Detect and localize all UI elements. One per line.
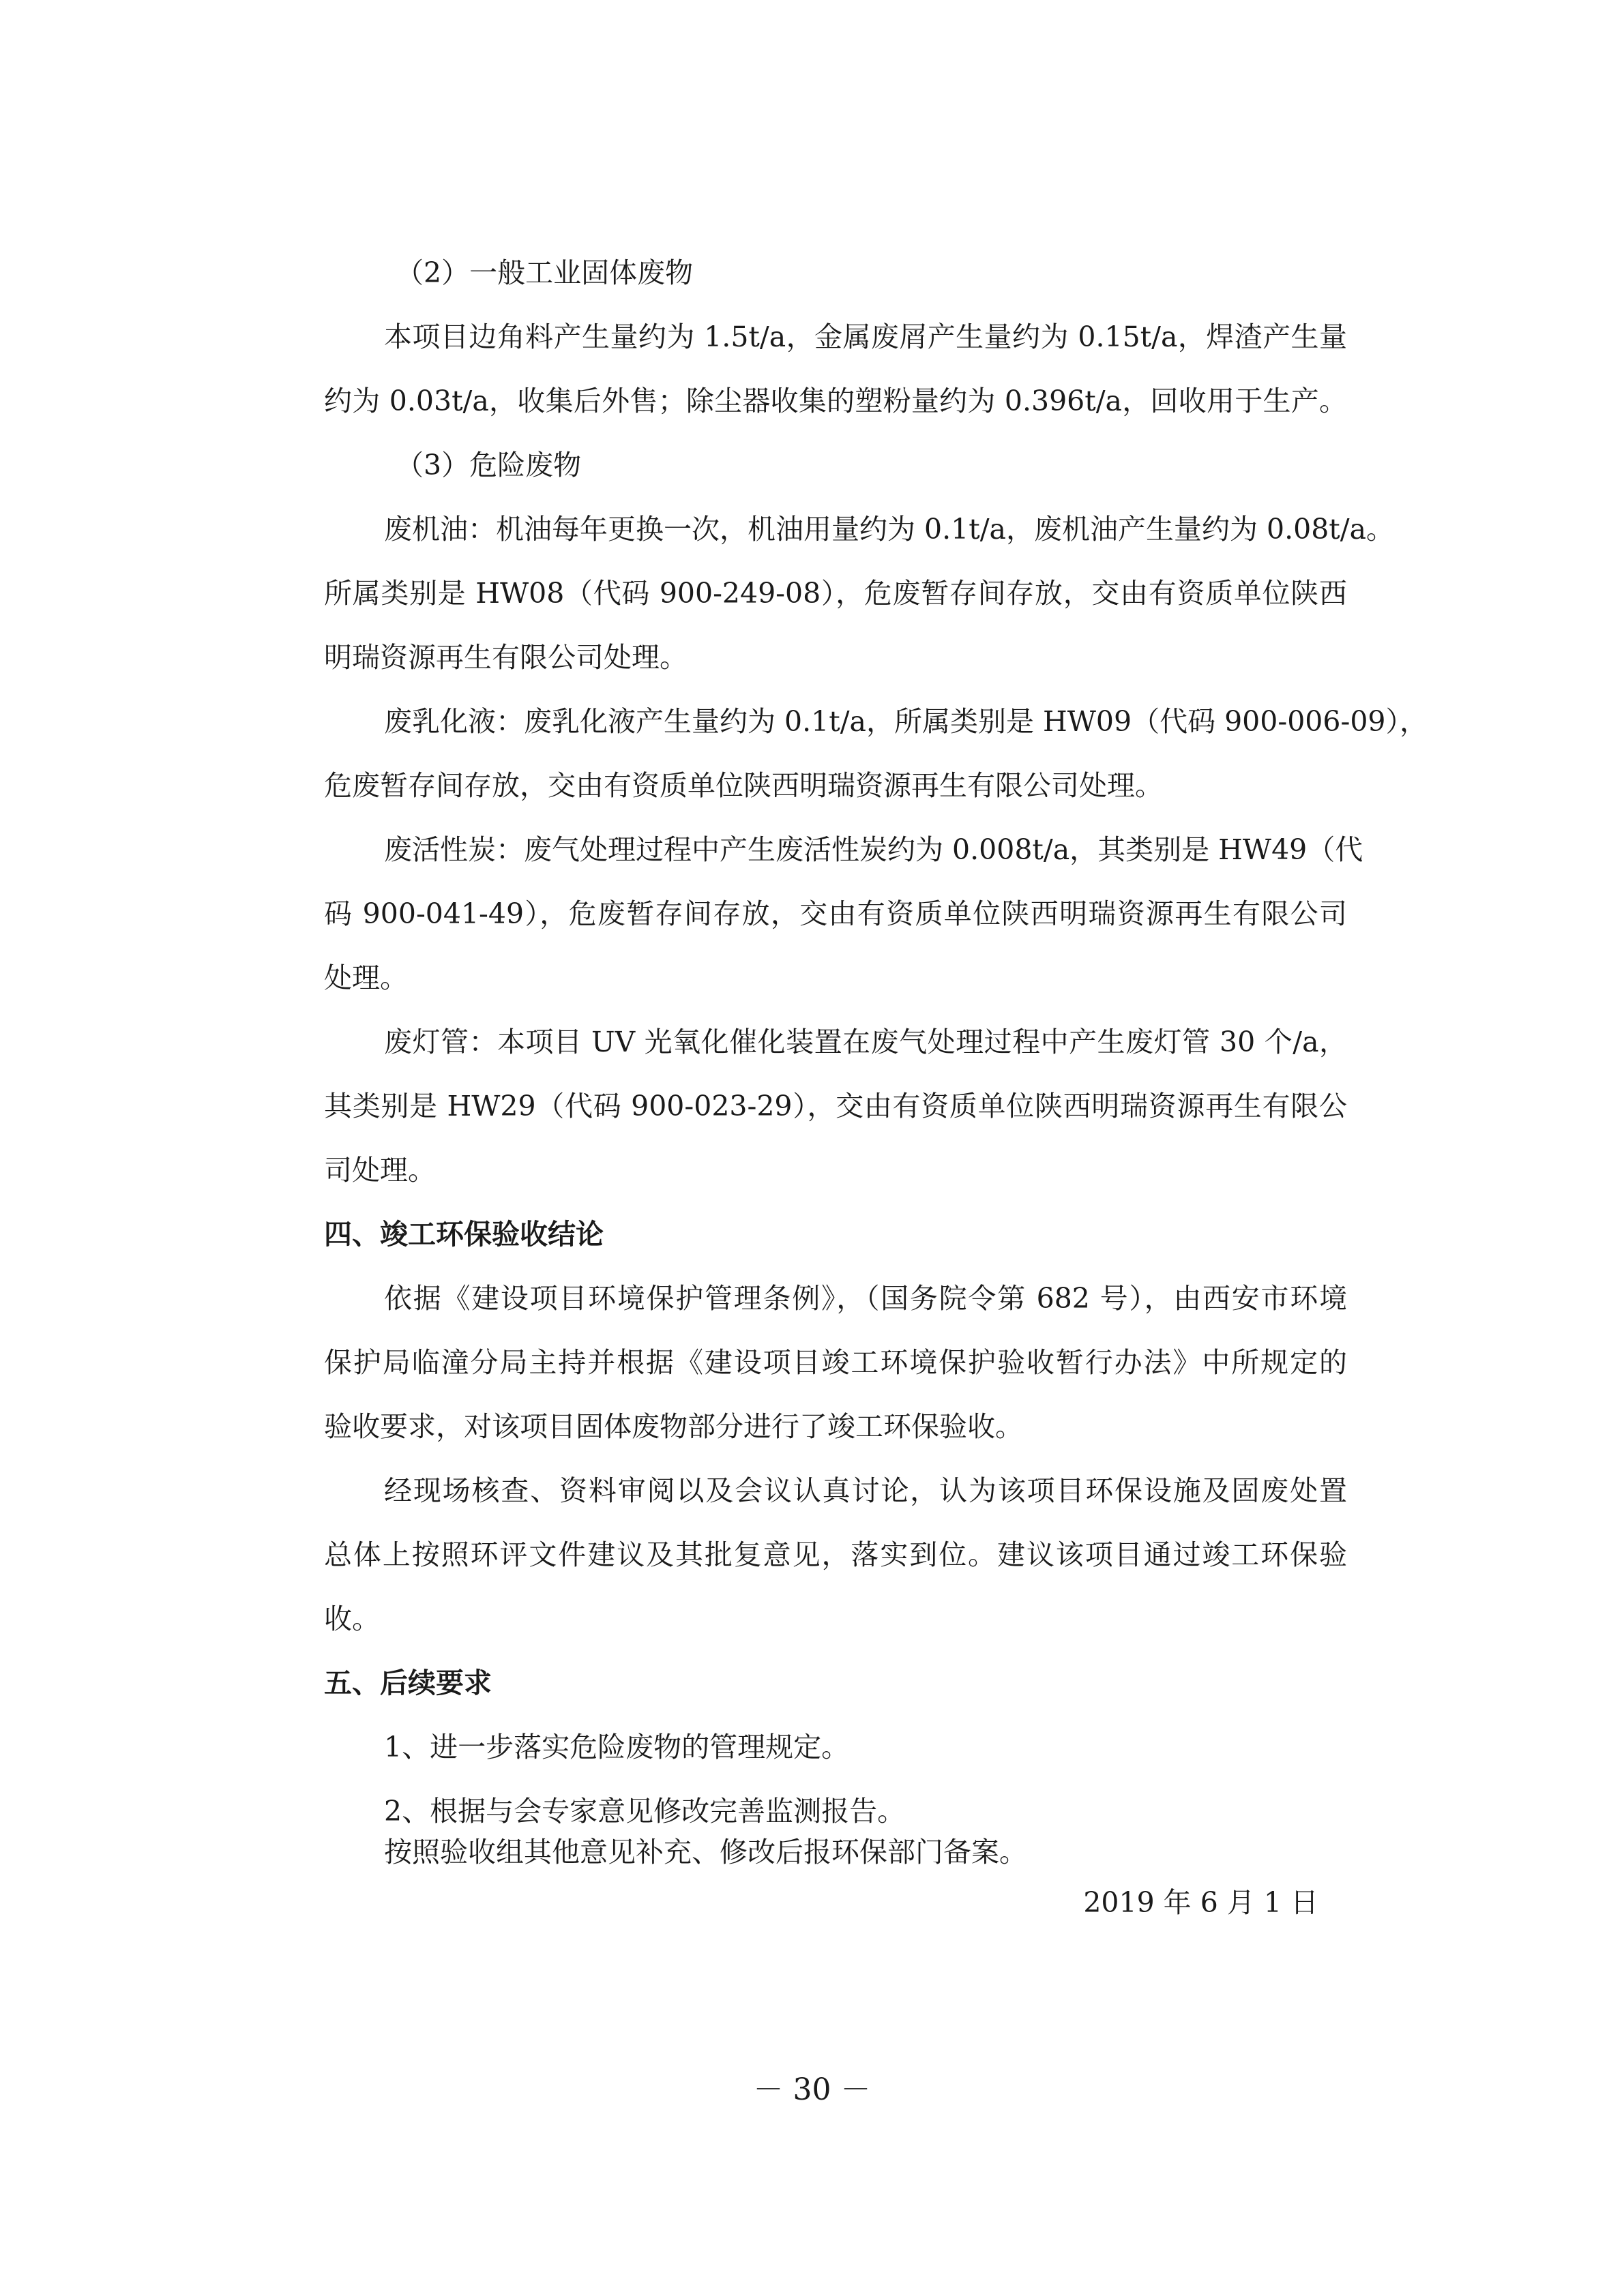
section-heading-hazardous-waste: （3）危险废物 [396,449,582,481]
closing-paragraph: 按照验收组其他意见补充、修改后报环保部门备案。 [384,1836,1027,1868]
paragraph-line: 总体上按照环评文件建议及其批复意见，落实到位。建议该项目通过竣工环保验 [324,1538,1347,1571]
paragraph-line: 废活性炭：废气处理过程中产生废活性炭约为 0.008t/a，其类别是 HW49（代 [384,833,1363,866]
paragraph-line: 废机油：机油每年更换一次，机油用量约为 0.1t/a，废机油产生量约为 0.08t/a。 [384,513,1395,546]
paragraph-line: 保护局临潼分局主持并根据《建设项目竣工环境保护验收暂行办法》中所规定的 [324,1346,1347,1379]
paragraph-line: 危废暂存间存放，交由有资质单位陕西明瑞资源再生有限公司处理。 [324,769,1163,802]
document-date: 2019 年 6 月 1 日 [1083,1886,1318,1919]
paragraph-line: 收。 [324,1602,380,1635]
paragraph-line: 码 900-041-49），危废暂存间存放，交由有资质单位陕西明瑞资源再生有限公司 [324,897,1347,930]
section-heading-follow-up: 五、后续要求 [324,1667,492,1699]
list-item: 1、进一步落实危险废物的管理规定。 [384,1731,850,1763]
paragraph-line: 明瑞资源再生有限公司处理。 [324,641,688,674]
section-heading-conclusion: 四、竣工环保验收结论 [324,1218,604,1251]
paragraph-line: 约为 0.03t/a，收集后外售；除尘器收集的塑粉量约为 0.396t/a，回收用于生产。 [324,385,1347,417]
paragraph-line: 所属类别是 HW08（代码 900-249-08），危废暂存间存放，交由有资质单位陕西 [324,577,1347,610]
paragraph-line: 废乳化液：废乳化液产生量约为 0.1t/a，所属类别是 HW09（代码 900-006-09）， [384,705,1428,738]
paragraph-line: 处理。 [324,961,408,994]
paragraph-line: 其类别是 HW29（代码 900-023-29），交由有资质单位陕西明瑞资源再生有限公 [324,1090,1347,1122]
paragraph-line: 验收要求，对该项目固体废物部分进行了竣工环保验收。 [324,1410,1023,1443]
paragraph-line: 废灯管：本项目 UV 光氧化催化装置在废气处理过程中产生废灯管 30 个/a， [384,1026,1347,1058]
paragraph-line: 司处理。 [324,1154,436,1187]
paragraph-line: 本项目边角料产生量约为 1.5t/a，金属废屑产生量约为 0.15t/a，焊渣产生量 [384,320,1347,353]
paragraph-line: 经现场核查、资料审阅以及会议认真讨论，认为该项目环保设施及固废处置 [384,1474,1347,1507]
section-heading-general-waste: （2）一般工业固体废物 [396,256,694,289]
page-number: － 30 － [753,2072,871,2107]
list-item: 2、根据与会专家意见修改完善监测报告。 [384,1795,906,1828]
paragraph-line: 依据《建设项目环境保护管理条例》，（国务院令第 682 号），由西安市环境 [384,1282,1347,1315]
